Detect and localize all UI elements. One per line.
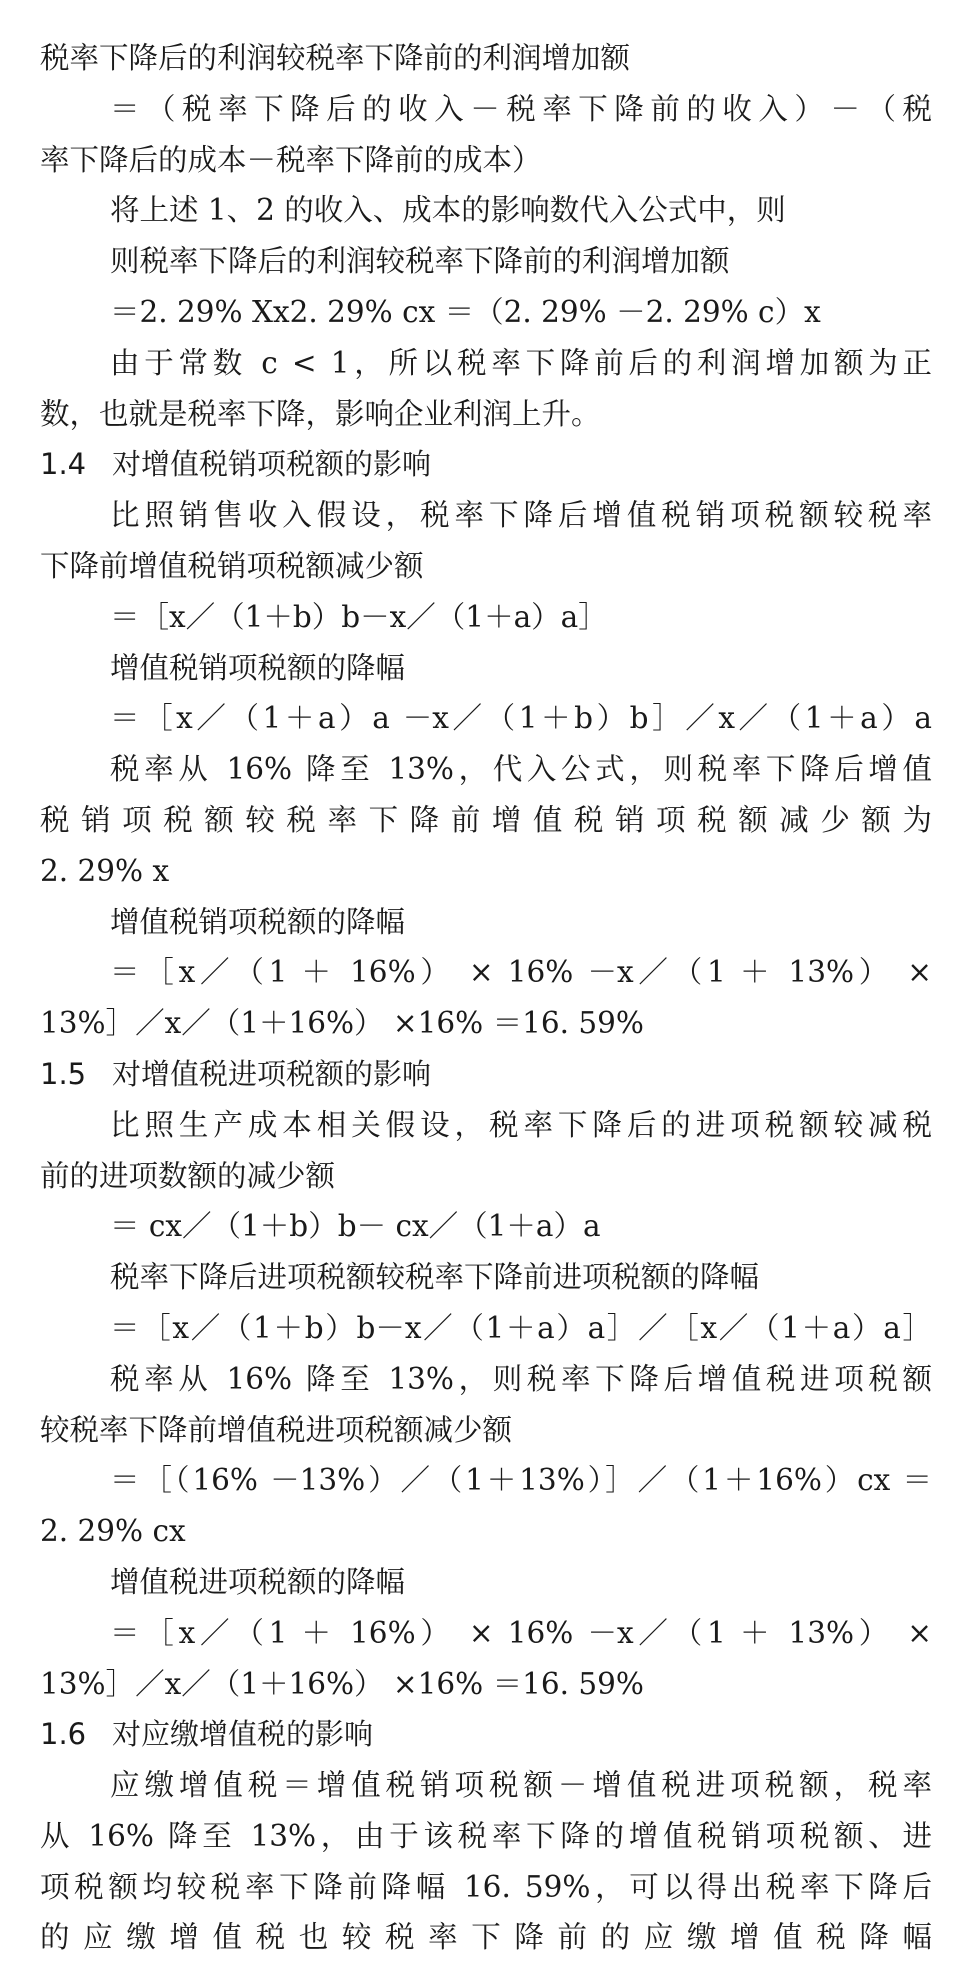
section-heading-1-6 (40, 1709, 932, 1760)
formula-line: ＝［x／（1＋b）b－x／（1＋a）a］／［x／（1＋a）a］ (110, 1310, 932, 1345)
text-line: 数，也就是税率下降，影响企业利润上升。 (40, 396, 601, 431)
text-line: 增值税销项税额的降幅 (110, 904, 406, 939)
text-line: 从 16% 降至 13%，由于该税率下降的增值税销项税额、进 (40, 1818, 932, 1853)
text-line: 增值税销项税额的降幅 (110, 650, 406, 685)
section-heading-1-5 (40, 1049, 932, 1100)
section-heading-1-4 (40, 439, 932, 490)
text-line: 税销项税额较税率下降前增值税销项税额减少额为 (40, 802, 932, 837)
section-title: 对增值税销项税额的影响 (112, 447, 432, 482)
section-title: 对增值税进项税额的影响 (112, 1056, 432, 1091)
text-line: 税率从 16% 降至 13%，代入公式，则税率下降后增值 (110, 752, 932, 787)
section-number: 1.5 (40, 1056, 87, 1091)
text-line: 增值税进项税额的降幅 (110, 1564, 406, 1599)
text-line: 较税率下降前增值税进项税额减少额 (40, 1412, 513, 1447)
formula-line: ＝［（16% －13%）／（1＋13%）］／（1＋16%）cx ＝ (110, 1463, 932, 1498)
formula-line: ＝［x／（1＋b）b－x／（1＋a）a］ (110, 599, 608, 634)
text-line: 则税率下降后的利润较税率下降前的利润增加额 (110, 244, 730, 279)
text-line: 比照生产成本相关假设，税率下降后的进项税额较减税 (110, 1107, 932, 1142)
text-line: 由于常数 c < 1，所以税率下降前后的利润增加额为正 (110, 345, 932, 380)
formula-line: ＝［x／（1 ＋ 16%） × 16% －x／（1 ＋ 13%） × (110, 1615, 932, 1650)
text-line: 率下降后的成本－税率下降前的成本） (40, 142, 542, 177)
formula-line: 13%］／x／（1＋16%） ×16% ＝16. 59% (40, 1006, 644, 1041)
formula-line: 2. 29% cx (40, 1514, 186, 1549)
text-line: 下降前增值税销项税额减少额 (40, 548, 424, 583)
text-line: 将上述 1、2 的收入、成本的影响数代入公式中，则 (110, 193, 786, 228)
formula-line: ＝［x／（1＋a）a －x／（1＋b）b］／x／（1＋a）a (110, 701, 932, 736)
text-line: 前的进项数额的减少额 (40, 1158, 336, 1193)
formula-line: ＝［x／（1 ＋ 16%） × 16% －x／（1 ＋ 13%） × (110, 955, 932, 990)
text-line: 税率从 16% 降至 13%，则税率下降后增值税进项税额 (110, 1361, 932, 1396)
formula-line: ＝2. 29% Xx2. 29% cx ＝（2. 29% －2. 29% c）x (110, 294, 821, 329)
section-number: 1.4 (40, 447, 87, 482)
text-line: 比照销售收入假设，税率下降后增值税销项税额较税率 (110, 498, 932, 533)
text-line: 税率下降后进项税额较税率下降前进项税额的降幅 (110, 1260, 760, 1295)
formula-line: ＝（税率下降后的收入－税率下降前的收入）－（税 (110, 91, 932, 126)
text-line: 项税额均较税率下降前降幅 16. 59%，可以得出税率下降后 (40, 1869, 932, 1904)
text-line: 税率下降后的利润较税率下降前的利润增加额 (40, 41, 631, 75)
section-title: 对应缴增值税的影响 (112, 1717, 374, 1752)
text-line: 应缴增值税＝增值税销项税额－增值税进项税额，税率 (110, 1768, 932, 1803)
section-number: 1.6 (40, 1717, 87, 1752)
formula-line: 2. 29% x (40, 853, 170, 888)
formula-line: 13%］／x／（1＋16%） ×16% ＝16. 59% (40, 1666, 644, 1701)
text-line: 的应缴增值税也较税率下降前的应缴增值税降幅 (40, 1920, 932, 1955)
formula-line: ＝ cx／（1＋b）b－ cx／（1＋a）a (110, 1209, 601, 1244)
